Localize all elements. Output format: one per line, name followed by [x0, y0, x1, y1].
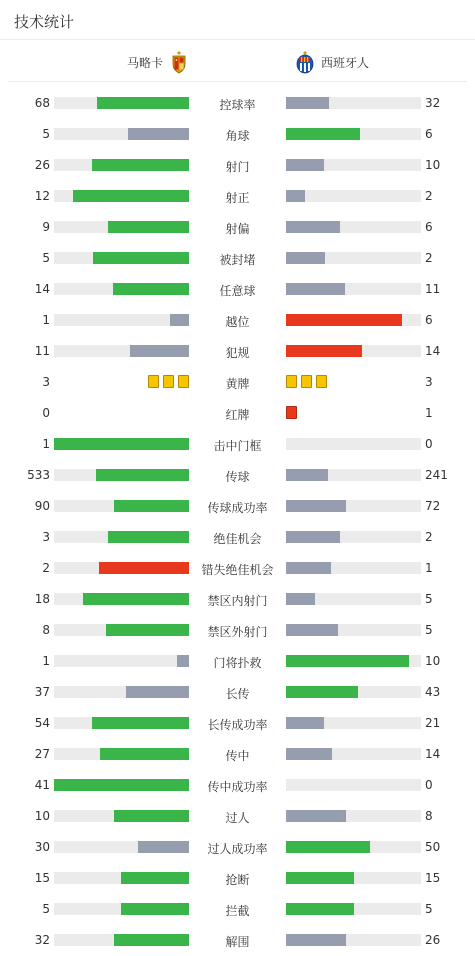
- away-stat-track: [286, 314, 421, 326]
- away-stat-value: 32: [425, 96, 441, 110]
- home-stat-value: 5: [42, 251, 50, 265]
- stat-label: 任意球: [219, 284, 256, 298]
- home-stat-track: [54, 934, 189, 946]
- page-title: 技术统计: [14, 13, 75, 31]
- home-stat-value: 30: [34, 840, 50, 854]
- home-stat-track: [54, 903, 189, 915]
- stat-label: 长传: [225, 687, 250, 701]
- home-stat-value: 26: [34, 158, 50, 172]
- away-stat-bar: [286, 562, 331, 574]
- stat-row: [0, 677, 475, 708]
- stat-row: [0, 367, 475, 398]
- home-stat-value: 14: [34, 282, 50, 296]
- stat-label: 犯规: [225, 346, 250, 360]
- home-stat-track: [54, 841, 189, 853]
- home-stat-value: 2: [42, 561, 50, 575]
- yellow-card-icon: [163, 375, 174, 388]
- away-stat-value: 11: [425, 282, 441, 296]
- stat-row: [0, 522, 475, 553]
- away-stat-bar: [286, 500, 346, 512]
- away-stat-track: [286, 810, 421, 822]
- home-stat-track: [54, 314, 189, 326]
- home-stat-value: 37: [34, 685, 50, 699]
- stat-row: [0, 150, 475, 181]
- home-stat-bar: [121, 872, 189, 884]
- home-stat-track: [54, 562, 189, 574]
- home-stat-bar: [97, 97, 189, 109]
- away-stat-bar: [286, 841, 370, 853]
- home-stat-value: 5: [42, 127, 50, 141]
- home-stat-bar: [126, 686, 189, 698]
- home-stat-bar: [170, 314, 189, 326]
- home-stat-track: [54, 810, 189, 822]
- stat-row: [0, 88, 475, 119]
- away-cards: [286, 406, 297, 420]
- away-team[interactable]: [295, 50, 369, 74]
- away-stat-value: 2: [425, 189, 433, 203]
- away-stat-bar: [286, 810, 346, 822]
- yellow-card-icon: [316, 375, 327, 388]
- away-stat-track: [286, 655, 421, 667]
- home-stat-value: 11: [34, 344, 50, 358]
- home-stat-bar: [92, 717, 189, 729]
- home-stat-track: [54, 748, 189, 760]
- stats-header: [0, 0, 475, 40]
- stat-row: [0, 553, 475, 584]
- stat-label: 角球: [225, 129, 250, 143]
- away-stat-value: 2: [425, 251, 433, 265]
- home-stat-value: 3: [42, 530, 50, 544]
- stat-row: [0, 119, 475, 150]
- away-stat-value: 1: [425, 561, 433, 575]
- home-team[interactable]: [127, 50, 189, 74]
- away-stat-bar: [286, 655, 409, 667]
- away-stat-value: 10: [425, 654, 441, 668]
- home-stat-value: 533: [27, 468, 50, 482]
- away-stat-track: [286, 841, 421, 853]
- away-team-name: 西班牙人: [321, 55, 370, 70]
- stat-label: 击中门框: [213, 439, 262, 453]
- away-stat-bar: [286, 314, 402, 326]
- away-stat-bar: [286, 159, 324, 171]
- home-stat-track: [54, 500, 189, 512]
- away-stat-bar: [286, 624, 338, 636]
- stat-row: [0, 181, 475, 212]
- stat-row: [0, 429, 475, 460]
- home-stat-value: 18: [34, 592, 50, 606]
- away-stat-value: 1: [425, 406, 433, 420]
- home-stat-track: [54, 438, 189, 450]
- away-stat-track: [286, 500, 421, 512]
- away-stat-value: 15: [425, 871, 441, 885]
- home-stat-value: 68: [34, 96, 50, 110]
- home-stat-value: 90: [34, 499, 50, 513]
- home-stat-bar: [73, 190, 189, 202]
- home-stat-value: 0: [42, 406, 50, 420]
- stat-label: 黄牌: [225, 377, 250, 391]
- away-stat-value: 14: [425, 747, 441, 761]
- home-stat-track: [54, 221, 189, 233]
- home-stat-track: [54, 159, 189, 171]
- away-stat-track: [286, 97, 421, 109]
- away-stat-bar: [286, 283, 345, 295]
- away-stat-value: 241: [425, 468, 448, 482]
- home-stat-track: [54, 655, 189, 667]
- stat-row: [0, 584, 475, 615]
- away-stat-track: [286, 686, 421, 698]
- away-stat-value: 72: [425, 499, 441, 513]
- away-stat-bar: [286, 469, 328, 481]
- away-stat-bar: [286, 593, 315, 605]
- away-stat-bar: [286, 872, 354, 884]
- stat-label: 红牌: [225, 408, 250, 422]
- yellow-card-icon: [286, 375, 297, 388]
- mallorca-crest-icon: [169, 50, 189, 74]
- home-stat-value: 5: [42, 902, 50, 916]
- stat-label: 错失绝佳机会: [201, 563, 274, 577]
- stat-label: 门将扑救: [213, 656, 262, 670]
- home-team-name: 马略卡: [126, 55, 163, 70]
- away-stat-bar: [286, 686, 358, 698]
- home-stat-track: [54, 593, 189, 605]
- stat-row: [0, 460, 475, 491]
- home-stat-value: 9: [42, 220, 50, 234]
- stat-label: 传中成功率: [207, 780, 268, 794]
- yellow-card-icon: [301, 375, 312, 388]
- away-stat-value: 2: [425, 530, 433, 544]
- stat-label: 长传成功率: [207, 718, 268, 732]
- home-stat-track: [54, 686, 189, 698]
- away-stat-value: 26: [425, 933, 441, 947]
- stat-label: 解围: [225, 935, 250, 949]
- stat-label: 传中: [225, 749, 250, 763]
- away-stat-track: [286, 252, 421, 264]
- stat-row: [0, 863, 475, 894]
- home-stat-bar: [130, 345, 189, 357]
- away-stat-value: 14: [425, 344, 441, 358]
- stat-label: 射偏: [225, 222, 250, 236]
- away-stat-value: 43: [425, 685, 441, 699]
- home-stat-bar: [113, 283, 189, 295]
- away-stat-bar: [286, 345, 362, 357]
- home-stat-value: 1: [42, 654, 50, 668]
- stat-row: [0, 770, 475, 801]
- stat-label: 过人: [225, 811, 250, 825]
- stat-row: [0, 739, 475, 770]
- home-stat-bar: [99, 562, 189, 574]
- home-stat-bar: [128, 128, 189, 140]
- stat-row: [0, 491, 475, 522]
- away-stat-value: 5: [425, 623, 433, 637]
- away-stat-value: 21: [425, 716, 441, 730]
- home-stat-track: [54, 190, 189, 202]
- stat-row: [0, 708, 475, 739]
- away-stat-track: [286, 903, 421, 915]
- home-stat-bar: [96, 469, 189, 481]
- stat-row: [0, 336, 475, 367]
- home-stat-bar: [114, 810, 189, 822]
- stat-row: [0, 801, 475, 832]
- stat-label: 传球: [225, 470, 250, 484]
- stat-row: [0, 274, 475, 305]
- stat-label: 禁区外射门: [207, 625, 268, 639]
- stat-row: [0, 615, 475, 646]
- away-stat-value: 6: [425, 313, 433, 327]
- home-stat-track: [54, 469, 189, 481]
- stat-label: 过人成功率: [207, 842, 268, 856]
- away-stat-value: 6: [425, 220, 433, 234]
- home-stat-bar: [100, 748, 189, 760]
- stat-label: 控球率: [219, 98, 256, 112]
- home-stat-value: 27: [34, 747, 50, 761]
- away-stat-value: 5: [425, 592, 433, 606]
- home-stat-track: [54, 128, 189, 140]
- stat-label: 禁区内射门: [207, 594, 268, 608]
- home-stat-bar: [93, 252, 189, 264]
- away-stat-bar: [286, 934, 346, 946]
- home-stat-track: [54, 531, 189, 543]
- away-stat-track: [286, 593, 421, 605]
- away-stat-bar: [286, 97, 329, 109]
- home-stat-bar: [121, 903, 189, 915]
- away-stat-bar: [286, 190, 305, 202]
- away-stat-value: 50: [425, 840, 441, 854]
- stat-label: 射门: [225, 160, 250, 174]
- away-stat-track: [286, 438, 421, 450]
- away-stat-track: [286, 190, 421, 202]
- away-stat-value: 5: [425, 902, 433, 916]
- away-stat-track: [286, 531, 421, 543]
- home-stat-value: 41: [34, 778, 50, 792]
- away-stat-bar: [286, 128, 360, 140]
- away-stat-track: [286, 934, 421, 946]
- away-stat-bar: [286, 717, 324, 729]
- home-stat-bar: [177, 655, 189, 667]
- stat-label: 传球成功率: [207, 501, 268, 515]
- home-stat-value: 54: [34, 716, 50, 730]
- stat-row: [0, 212, 475, 243]
- home-stat-track: [54, 97, 189, 109]
- home-cards: [148, 375, 189, 389]
- home-stat-value: 3: [42, 375, 50, 389]
- home-stat-track: [54, 872, 189, 884]
- stat-row: [0, 832, 475, 863]
- yellow-card-icon: [178, 375, 189, 388]
- away-stat-value: 6: [425, 127, 433, 141]
- away-stat-track: [286, 159, 421, 171]
- home-stat-track: [54, 779, 189, 791]
- away-stat-track: [286, 128, 421, 140]
- stat-label: 绝佳机会: [213, 532, 262, 546]
- red-card-icon: [286, 406, 297, 419]
- home-stat-bar: [138, 841, 189, 853]
- away-stat-track: [286, 345, 421, 357]
- stat-label: 拦截: [225, 904, 250, 918]
- away-stat-track: [286, 562, 421, 574]
- stat-label: 被封堵: [219, 253, 256, 267]
- away-stat-track: [286, 779, 421, 791]
- home-stat-bar: [83, 593, 189, 605]
- stat-label: 抢断: [225, 873, 250, 887]
- espanyol-crest-icon: [295, 50, 315, 74]
- away-stat-bar: [286, 531, 340, 543]
- away-cards: [286, 375, 327, 389]
- stat-row: [0, 894, 475, 925]
- away-stat-track: [286, 624, 421, 636]
- away-stat-value: 8: [425, 809, 433, 823]
- home-stat-track: [54, 283, 189, 295]
- home-stat-track: [54, 345, 189, 357]
- home-stat-bar: [54, 438, 189, 450]
- yellow-card-icon: [148, 375, 159, 388]
- home-stat-value: 1: [42, 437, 50, 451]
- home-stat-bar: [108, 531, 189, 543]
- home-stat-value: 32: [34, 933, 50, 947]
- stat-row: [0, 646, 475, 677]
- away-stat-track: [286, 221, 421, 233]
- away-stat-value: 3: [425, 375, 433, 389]
- home-stat-bar: [54, 779, 189, 791]
- home-stat-value: 10: [34, 809, 50, 823]
- home-stat-track: [54, 624, 189, 636]
- stat-row: [0, 243, 475, 274]
- home-stat-track: [54, 717, 189, 729]
- home-stat-bar: [108, 221, 189, 233]
- away-stat-value: 0: [425, 778, 433, 792]
- stat-label: 射正: [225, 191, 250, 205]
- home-stat-value: 15: [34, 871, 50, 885]
- stat-label: 越位: [225, 315, 250, 329]
- home-stat-bar: [114, 500, 189, 512]
- teams-bar: [8, 40, 467, 82]
- home-stat-bar: [92, 159, 189, 171]
- home-stat-value: 12: [34, 189, 50, 203]
- away-stat-track: [286, 872, 421, 884]
- home-stat-bar: [114, 934, 189, 946]
- stat-row: [0, 305, 475, 336]
- away-stat-bar: [286, 221, 340, 233]
- away-stat-bar: [286, 252, 325, 264]
- away-stat-value: 10: [425, 158, 441, 172]
- away-stat-track: [286, 748, 421, 760]
- away-stat-track: [286, 469, 421, 481]
- home-stat-value: 8: [42, 623, 50, 637]
- stat-row: [0, 398, 475, 429]
- stat-row: [0, 925, 475, 956]
- away-stat-track: [286, 283, 421, 295]
- home-stat-value: 1: [42, 313, 50, 327]
- home-stat-bar: [106, 624, 189, 636]
- away-stat-bar: [286, 903, 354, 915]
- away-stat-bar: [286, 748, 332, 760]
- away-stat-value: 0: [425, 437, 433, 451]
- away-stat-track: [286, 717, 421, 729]
- home-stat-track: [54, 252, 189, 264]
